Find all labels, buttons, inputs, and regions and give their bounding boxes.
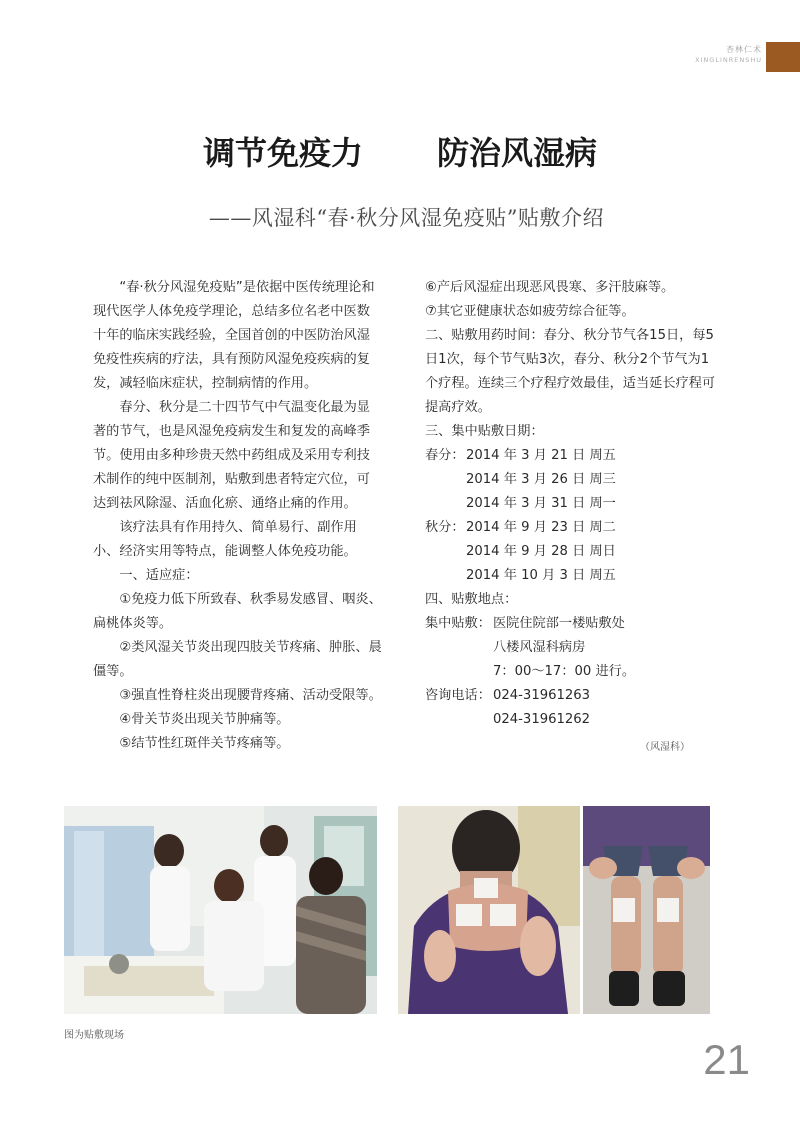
heading-indications: 一、适应症： [119,568,199,583]
indication-item: ①免疫力低下所致春、秋季易发感冒、咽炎、扁桃体炎等。 [93,592,382,631]
date-entry: 2014 年 3 月 31 日 周一 [466,496,616,511]
heading-location: 四、贴敷地点： [425,592,518,607]
phone-number: 024-31961262 [493,712,591,727]
heading-dates: 三、集中贴敷日期： [425,424,544,439]
paragraph-season: 春分、秋分是二十四节气中气温变化最为显著的节气，也是风湿免疫病发生和复发的高峰季节。使用由多种珍贵天然中药组成及采用专利技术制作的纯中医制剂，贴敷到患者特定穴位，可达到祛风除湿、活血化瘀、通络止痛的作用。 [93,400,370,511]
date-entry: 2014 年 9 月 28 日 周日 [466,544,616,559]
phone-block [425,684,717,732]
location-line: 医院住院部一楼贴敷处 [493,616,625,631]
indication-item: ⑥产后风湿症出现恶风畏寒、多汗肢麻等。 [425,280,675,295]
autumn-dates [425,516,717,588]
date-entry: 2014 年 9 月 23 日 周二 [466,520,616,535]
article-title [0,128,800,174]
section-name-pinyin: XINGLINRENSHU [695,56,762,64]
indication-item: ④骨关节炎出现关节肿痛等。 [119,712,290,727]
location-block [425,612,717,684]
spring-label: 春分： [425,448,465,463]
indication-item: ③强直性脊柱炎出现腰背疼痛、活动受限等。 [119,688,382,703]
page-number: 21 [703,1036,750,1083]
section-name: 杏林仁术 [726,45,762,54]
location-line: 八楼风湿科病房 [493,640,586,655]
photo-back-patches [398,806,580,1014]
title-part-2: 防治风湿病 [437,134,598,172]
header-color-block [766,42,800,72]
location-label: 集中贴敷： [425,616,491,631]
title-part-1: 调节免疫力 [202,134,363,172]
photo-caption: 图为贴敷现场 [64,1030,124,1041]
location-hours: 7：00～17：00 进行。 [493,664,636,679]
left-column [93,276,383,756]
right-column [425,276,717,732]
date-entry: 2014 年 3 月 21 日 周五 [466,448,616,463]
indication-item: ②类风湿关节炎出现四肢关节疼痛、肿胀、晨僵等。 [93,640,382,679]
department-note: （风湿科） [640,742,690,753]
article-subtitle: ——风湿科“春·秋分风湿免疫贴”贴敷介绍 [208,206,604,230]
phone-number: 024-31961263 [493,688,591,703]
paragraph-schedule: 二、贴敷用药时间：春分、秋分节气各15日，每5日1次，每个节气贴3次，春分、秋分2个节气为1个疗程。连续三个疗程疗效最佳，适当延长疗程可提高疗效。 [425,328,716,415]
indication-item: ⑤结节性红斑伴关节疼痛等。 [119,736,290,751]
paragraph-features: 该疗法具有作用持久、简单易行、副作用小、经济实用等特点，能调整人体免疫功能。 [93,520,357,559]
phone-label: 咨询电话： [425,688,491,703]
date-entry: 2014 年 3 月 26 日 周三 [466,472,616,487]
photo-knee-patches [583,806,710,1014]
date-entry: 2014 年 10 月 3 日 周五 [466,568,616,583]
spring-dates [425,444,717,516]
photo-clinic-scene [64,806,377,1014]
indication-item: ⑦其它亚健康状态如疲劳综合征等。 [425,304,635,319]
paragraph-intro: “春·秋分风湿免疫贴”是依据中医传统理论和现代医学人体免疫学理论，总结多位名老中医数十年的临床实践经验，全国首创的中医防治风湿免疫性疾病的疗法，具有预防风湿免疫疾病的复发，减轻临床症状，控制病情的作用。 [93,280,375,391]
autumn-label: 秋分： [425,520,465,535]
